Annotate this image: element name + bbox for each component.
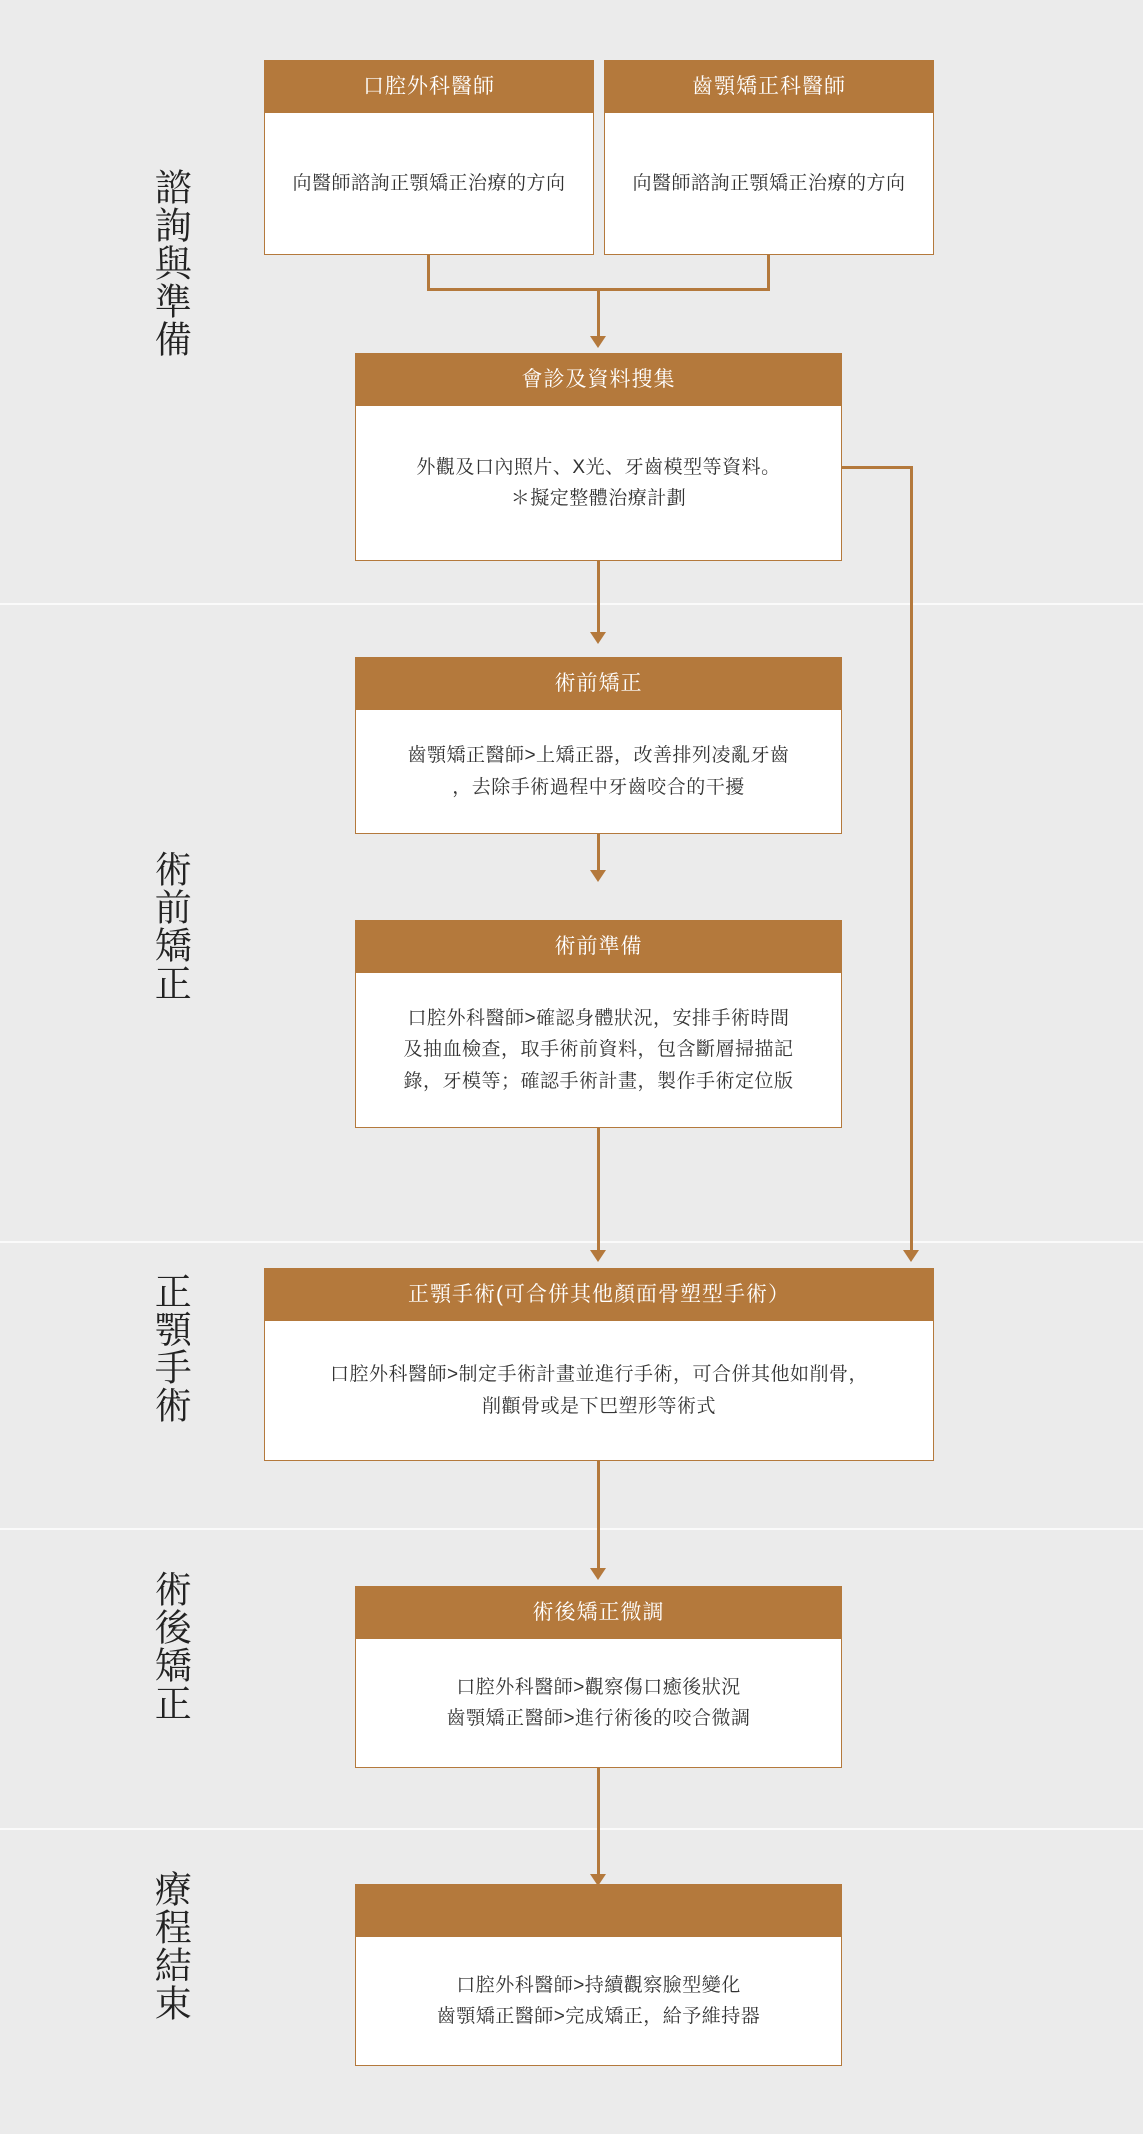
node-consultation-header: 會診及資料搜集 xyxy=(355,353,842,406)
node-consultation-line1: 外觀及口內照片、X光、牙齒模型等資料。 xyxy=(416,456,781,478)
node-orthodontist-text: 向醫師諮詢正顎矯正治療的方向 xyxy=(632,172,906,194)
node-complete-line2: 齒顎矯正醫師>完成矯正，給予維持器 xyxy=(436,2006,761,2027)
node-prep-header: 術前準備 xyxy=(355,920,842,973)
node-preortho-header: 術前矯正 xyxy=(355,657,842,710)
connector-prep-to-surgery xyxy=(597,1128,600,1258)
stage-divider-1 xyxy=(0,603,1143,605)
node-oral-surgeon-header: 口腔外科醫師 xyxy=(264,60,594,113)
node-postortho-line1: 口腔外科醫師>觀察傷口癒後狀況 xyxy=(456,1676,741,1698)
node-surgery-line2: 削顴骨或是下巴塑形等術式 xyxy=(481,1395,716,1417)
node-oral-surgeon-body xyxy=(264,113,594,255)
node-prep-body xyxy=(355,973,842,1128)
node-oral-surgeon-text: 向醫師諮詢正顎矯正治療的方向 xyxy=(292,172,566,194)
stage-divider-3 xyxy=(0,1528,1143,1530)
node-prep-line1: 口腔外科醫師>確認身體狀況，安排手術時間 xyxy=(407,1007,790,1029)
node-complete-body xyxy=(355,1937,842,2066)
node-preortho-line2: ，去除手術過程中牙齒咬合的干擾 xyxy=(452,776,745,798)
connector-consult-to-preortho xyxy=(597,561,600,637)
stage-divider-2 xyxy=(0,1241,1143,1243)
connector-ortho-down xyxy=(767,255,770,290)
arrow-to-postortho xyxy=(590,1568,606,1580)
arrow-bypass-to-surgery xyxy=(903,1250,919,1262)
connector-bypass-right xyxy=(842,466,913,469)
node-complete-line1: 口腔外科醫師>持續觀察臉型變化 xyxy=(456,1974,741,1996)
arrow-to-preortho xyxy=(590,632,606,644)
node-postortho-body xyxy=(355,1639,842,1768)
node-surgery-line1: 口腔外科醫師>制定手術計畫並進行手術，可合併其他如削骨， xyxy=(329,1364,869,1386)
arrow-to-surgery xyxy=(590,1250,606,1262)
node-complete-header xyxy=(355,1884,842,1937)
node-orthodontist-body xyxy=(604,113,934,255)
arrow-to-consultation xyxy=(590,336,606,348)
arrow-to-prep xyxy=(590,870,606,882)
connector-postortho-to-finish xyxy=(597,1768,600,1882)
stage-label-pre-ortho: 術前矯正 xyxy=(149,850,191,1002)
stage-divider-4 xyxy=(0,1828,1143,1830)
node-prep-line2: 及抽血檢查，取手術前資料，包含斷層掃描記 xyxy=(403,1039,794,1061)
node-surgery-body xyxy=(264,1321,934,1461)
node-orthodontist-header: 齒顎矯正科醫師 xyxy=(604,60,934,113)
stage-label-post-ortho: 術後矯正 xyxy=(149,1570,191,1722)
node-postortho-header: 術後矯正微調 xyxy=(355,1586,842,1639)
connector-surgery-to-postortho xyxy=(597,1461,600,1576)
connector-oral-down xyxy=(427,255,430,290)
stage-label-consult: 諮詢與準備 xyxy=(149,168,191,358)
node-surgery-header: 正顎手術(可合併其他顏面骨塑型手術） xyxy=(264,1268,934,1321)
node-consultation-body xyxy=(355,406,842,561)
stage-label-finish: 療程結束 xyxy=(149,1870,191,2022)
node-preortho-line1: 齒顎矯正醫師>上矯正器，改善排列凌亂牙齒 xyxy=(407,745,790,767)
node-prep-line3: 錄，牙模等；確認手術計畫，製作手術定位版 xyxy=(403,1070,794,1092)
connector-bypass-vertical xyxy=(910,466,913,1259)
node-preortho-body xyxy=(355,710,842,834)
stage-label-surgery: 正顎手術 xyxy=(149,1272,191,1424)
connector-merge-down xyxy=(597,288,600,340)
node-postortho-line2: 齒顎矯正醫師>進行術後的咬合微調 xyxy=(446,1708,751,1729)
node-consultation-line2: ＊擬定整體治療計劃 xyxy=(510,488,687,509)
